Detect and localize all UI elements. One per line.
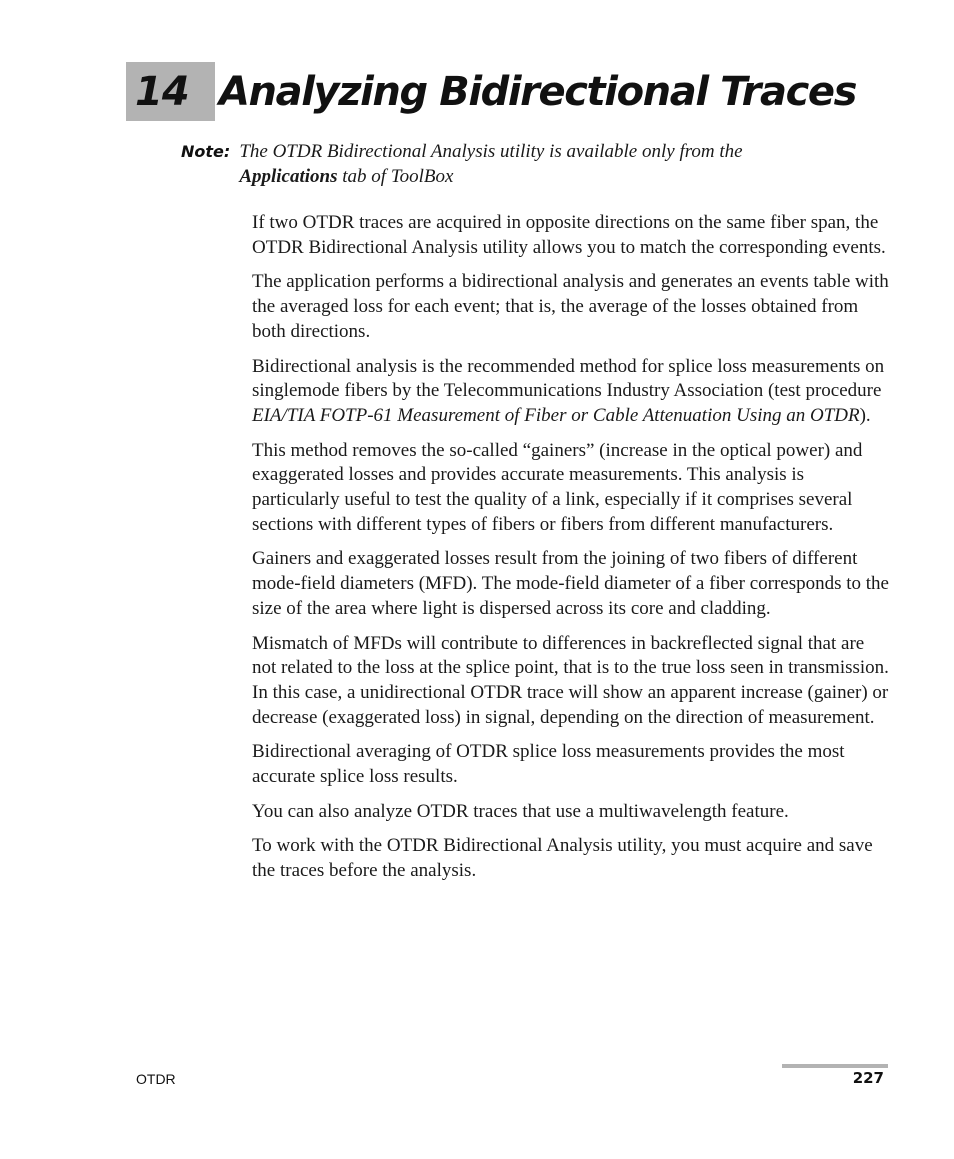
note-text-after: tab of ToolBox [337,166,454,187]
paragraph-multiwavelength: You can also analyze OTDR traces that use a multiwavelength feature. [252,800,789,822]
test-procedure-reference: EIA/TIA FOTP-61 Measurement of Fiber or Cable Attenuation Using an OTDR [252,404,860,426]
paragraph-text-after: ). [859,404,871,426]
paragraph-recommended-method [252,355,892,429]
footer-page-number: 227 [852,1069,884,1087]
paragraph-acquire-save: To work with the OTDR Bidirectional Analysis utility, you must acquire and save the traces before the analysis. [252,835,873,882]
paragraph-averaging: Bidirectional averaging of OTDR splice loss measurements provides the most accurate splice loss results. [252,741,845,788]
note-text [239,139,841,189]
paragraph-mismatch: Mismatch of MFDs will contribute to differences in backreflected signal that are not related to the loss at the splice point, that is to the true loss seen in transmission. In this case, a unidirectional OTDR trace will show an apparent increase (gainer) or decrease (exaggerated loss) in signal, depending on the direction of measurement. [252,632,889,728]
note-bold-applications: Applications [239,166,338,187]
chapter-number: 14 [126,62,215,121]
chapter-title: Analyzing Bidirectional Traces [219,68,857,115]
paragraph-text-before: Bidirectional analysis is the recommended method for splice loss measurements on singlemode fibers by the Telecommunications Industry Association (test procedure [252,355,885,402]
paragraph-intro: If two OTDR traces are acquired in opposite directions on the same fiber span, the OTDR Bidirectional Analysis utility allows you to match the corresponding events. [252,212,886,258]
body-text [252,211,892,894]
note-block [181,139,841,189]
paragraph-gainers: This method removes the so-called “gainers” (increase in the optical power) and exaggerated losses and provides accurate measurements. This analysis is particularly useful to test the quality of a link, especially if it comprises several sections with different types of fibers or fibers from different manufacturers. [252,439,863,535]
note-label: Note: [181,142,231,161]
note-text-before: The OTDR Bidirectional Analysis utility is available only from the [239,141,743,162]
footer-rule [782,1064,888,1068]
footer-product-name: OTDR [136,1071,176,1087]
paragraph-mfd: Gainers and exaggerated losses result from the joining of two fibers of different mode-field diameters (MFD). The mode-field diameter of a fiber corresponds to the size of the area where light is dispersed across its core and cladding. [252,548,889,619]
paragraph-application: The application performs a bidirectional analysis and generates an events table with the averaged loss for each event; that is, the average of the losses obtained from both directions. [252,271,889,342]
chapter-header [126,62,856,121]
